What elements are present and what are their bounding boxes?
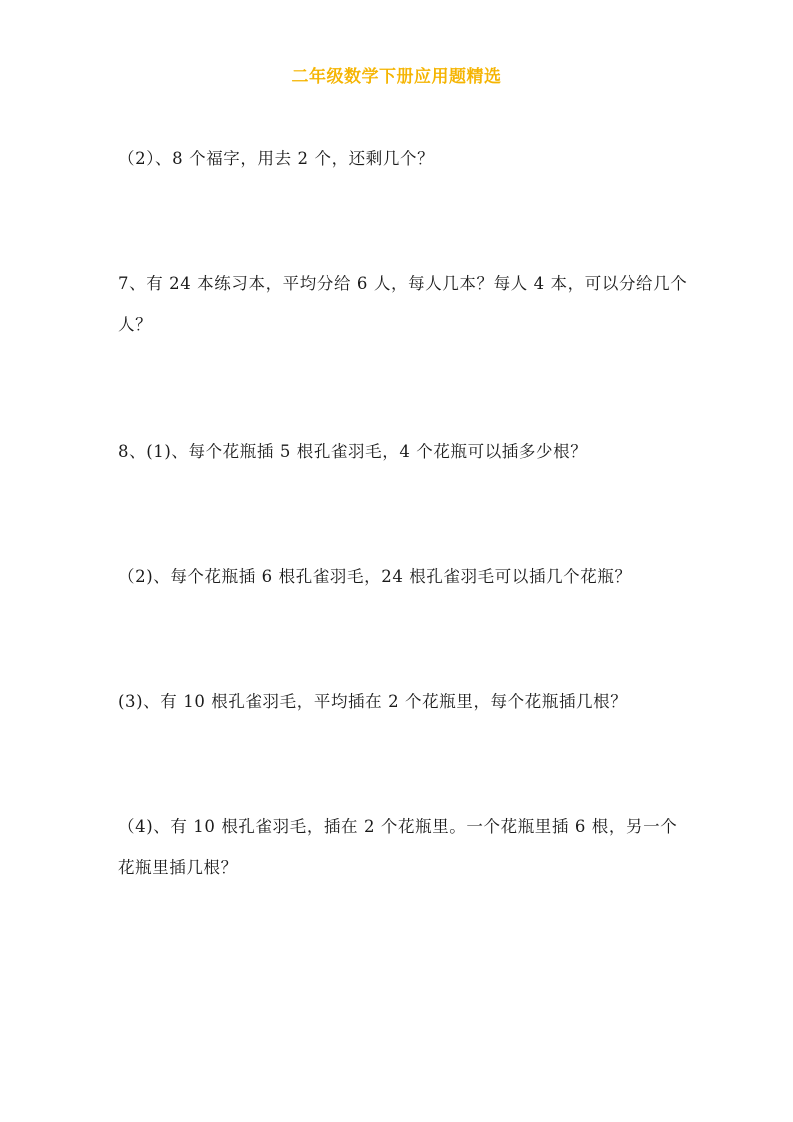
question-8-sub1: 8、(1)、每个花瓶插 5 根孔雀羽毛，4 个花瓶可以插多少根？ — [118, 442, 588, 461]
question-8-sub3: (3)、有 10 根孔雀羽毛，平均插在 2 个花瓶里，每个花瓶插几根？ — [118, 692, 628, 711]
page-title: 二年级数学下册应用题精选 — [291, 67, 502, 87]
question-8-sub2: （2)、每个花瓶插 6 根孔雀羽毛，24 根孔雀羽毛可以插几个花瓶？ — [118, 567, 632, 586]
question-8-sub4: （4)、有 10 根孔雀羽毛，插在 2 个花瓶里。一个花瓶里插 6 根，另一个花瓶里插几根？ — [118, 817, 678, 877]
question-7: 7、有 24 本练习本，平均分给 6 人，每人几本？每人 4 本，可以分给几个人？ — [118, 274, 688, 334]
question-2-sub2: （2）、8 个福字，用去 2 个，还剩几个？ — [118, 149, 435, 168]
